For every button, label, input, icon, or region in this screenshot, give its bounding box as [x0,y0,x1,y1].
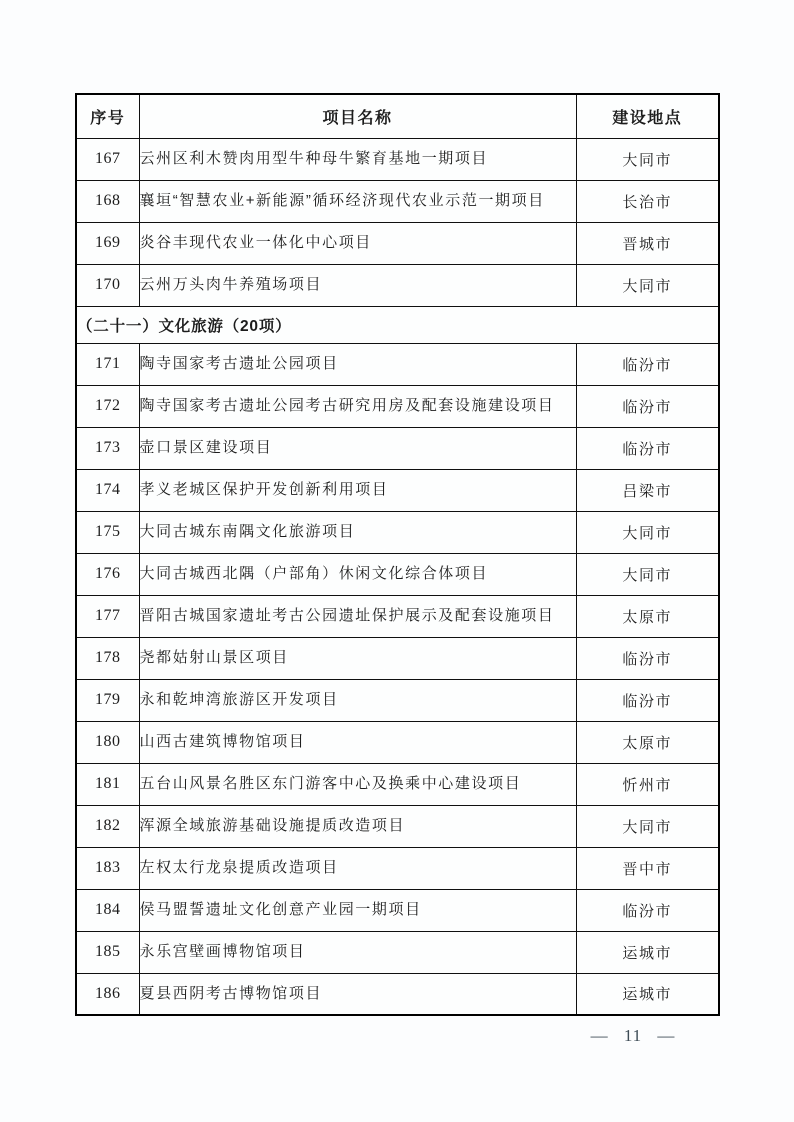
row-project-name: 壶口景区建设项目 [139,427,576,469]
row-serial-number: 173 [76,427,139,469]
row-project-name: 夏县西阴考古博物馆项目 [139,973,576,1015]
row-location: 临汾市 [576,385,719,427]
row-location: 大同市 [576,511,719,553]
table-row [76,721,719,763]
row-project-name: 炎谷丰现代农业一体化中心项目 [139,222,576,264]
table-row [76,264,719,306]
row-location: 临汾市 [576,889,719,931]
row-project-name: 侯马盟誓遗址文化创意产业园一期项目 [139,889,576,931]
row-project-name: 云州区利木赞肉用型牛种母牛繁育基地一期项目 [139,138,576,180]
header-serial-number: 序号 [76,94,139,138]
table-row [76,847,719,889]
row-serial-number: 181 [76,763,139,805]
row-location: 运城市 [576,931,719,973]
table-row [76,180,719,222]
row-project-name: 晋阳古城国家遗址考古公园遗址保护展示及配套设施项目 [139,595,576,637]
row-serial-number: 169 [76,222,139,264]
row-project-name: 五台山风景名胜区东门游客中心及换乘中心建设项目 [139,763,576,805]
row-project-name: 左权太行龙泉提质改造项目 [139,847,576,889]
row-project-name: 孝义老城区保护开发创新利用项目 [139,469,576,511]
row-project-name: 襄垣“智慧农业+新能源”循环经济现代农业示范一期项目 [139,180,576,222]
projects-table [75,93,720,1016]
table-row [76,427,719,469]
row-project-name: 陶寺国家考古遗址公园项目 [139,343,576,385]
row-location: 临汾市 [576,637,719,679]
row-location: 大同市 [576,805,719,847]
table-row [76,511,719,553]
table-row [76,931,719,973]
row-project-name: 大同古城东南隅文化旅游项目 [139,511,576,553]
row-location: 大同市 [576,138,719,180]
row-serial-number: 184 [76,889,139,931]
row-serial-number: 176 [76,553,139,595]
section-row [76,306,719,343]
table-row [76,222,719,264]
row-location: 忻州市 [576,763,719,805]
row-serial-number: 182 [76,805,139,847]
row-location: 太原市 [576,721,719,763]
table-row [76,679,719,721]
section-title: （二十一）文化旅游（20项） [76,306,719,343]
row-serial-number: 167 [76,138,139,180]
row-location: 临汾市 [576,343,719,385]
row-location: 临汾市 [576,679,719,721]
table-row [76,805,719,847]
row-serial-number: 178 [76,637,139,679]
table-row [76,138,719,180]
row-serial-number: 179 [76,679,139,721]
row-serial-number: 177 [76,595,139,637]
table-row [76,973,719,1015]
row-location: 晋城市 [576,222,719,264]
table-header-row [76,94,719,138]
table-row [76,343,719,385]
row-serial-number: 183 [76,847,139,889]
row-project-name: 永和乾坤湾旅游区开发项目 [139,679,576,721]
row-project-name: 大同古城西北隅（户部角）休闲文化综合体项目 [139,553,576,595]
row-location: 大同市 [576,264,719,306]
row-serial-number: 185 [76,931,139,973]
row-serial-number: 171 [76,343,139,385]
row-serial-number: 186 [76,973,139,1015]
row-project-name: 山西古建筑博物馆项目 [139,721,576,763]
row-project-name: 云州万头肉牛养殖场项目 [139,264,576,306]
table-row [76,385,719,427]
row-serial-number: 180 [76,721,139,763]
page-number: — 11 — [590,1026,676,1045]
table-row [76,637,719,679]
row-location: 临汾市 [576,427,719,469]
table-row [76,889,719,931]
row-project-name: 永乐宫壁画博物馆项目 [139,931,576,973]
row-location: 运城市 [576,973,719,1015]
row-location: 长治市 [576,180,719,222]
row-project-name: 陶寺国家考古遗址公园考古研究用房及配套设施建设项目 [139,385,576,427]
table-row [76,553,719,595]
table-row [76,469,719,511]
row-location: 吕梁市 [576,469,719,511]
row-serial-number: 168 [76,180,139,222]
header-project-name: 项目名称 [139,94,576,138]
row-location: 太原市 [576,595,719,637]
row-serial-number: 174 [76,469,139,511]
row-location: 大同市 [576,553,719,595]
table-row [76,763,719,805]
row-location: 晋中市 [576,847,719,889]
table-row [76,595,719,637]
row-serial-number: 175 [76,511,139,553]
row-project-name: 尧都姑射山景区项目 [139,637,576,679]
row-serial-number: 172 [76,385,139,427]
row-project-name: 浑源全域旅游基础设施提质改造项目 [139,805,576,847]
row-serial-number: 170 [76,264,139,306]
header-construction-location: 建设地点 [576,94,719,138]
